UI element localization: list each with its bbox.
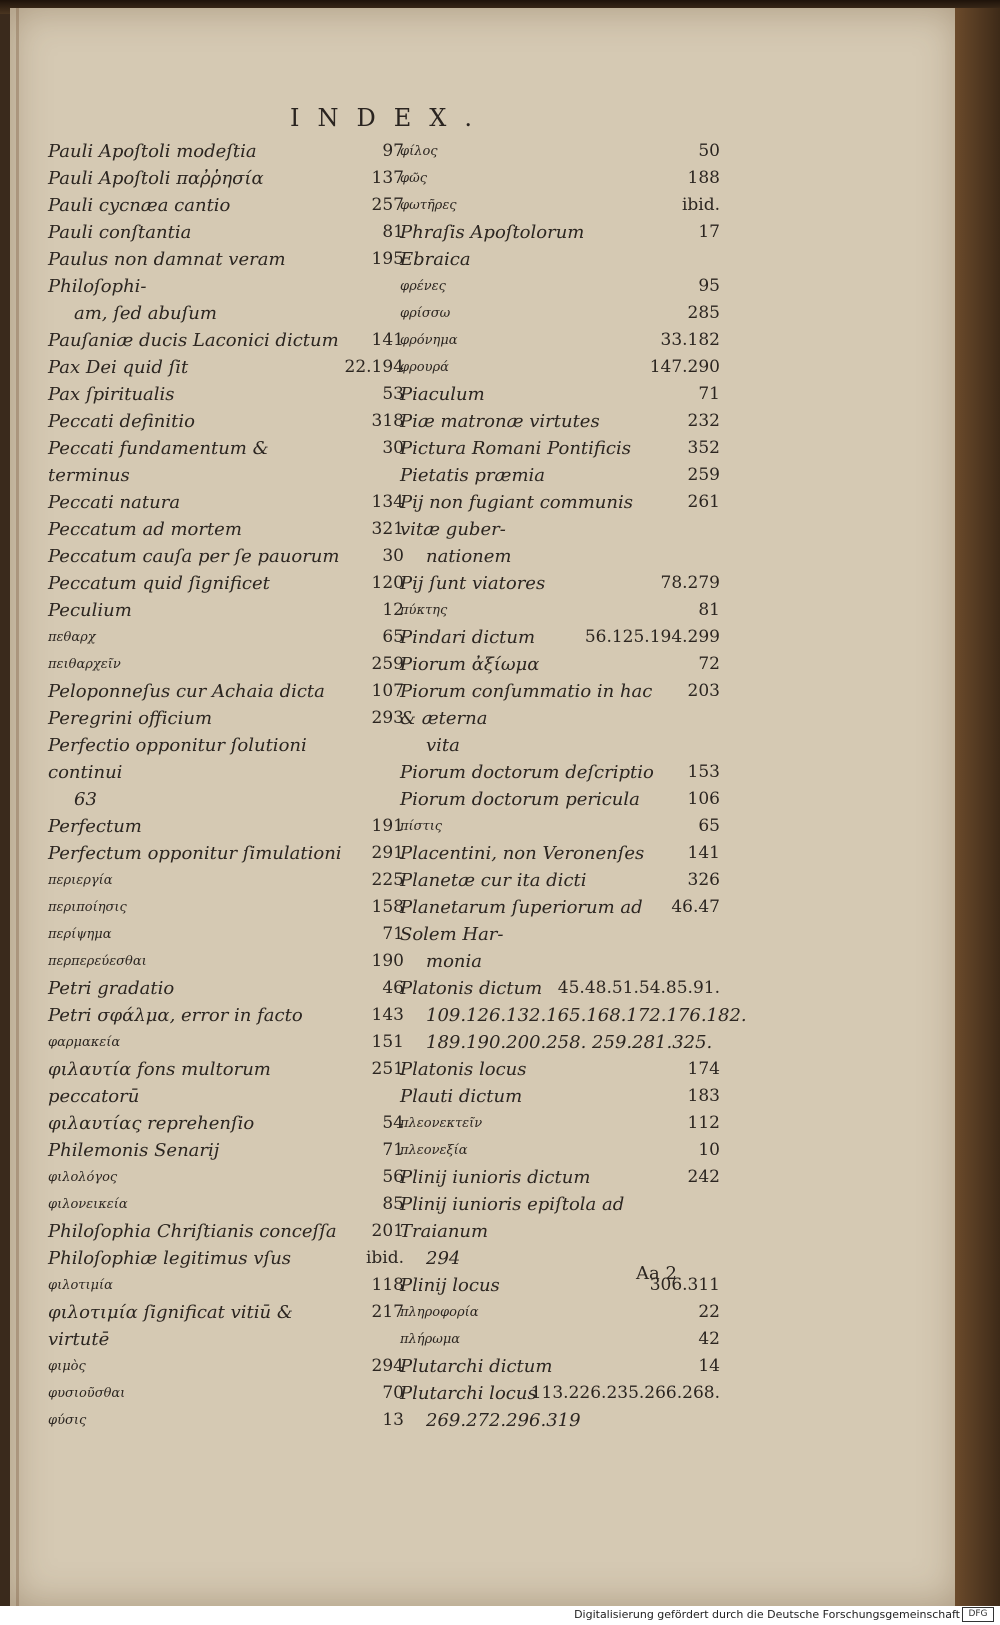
index-term-continuation: am, ſed abuſum: [74, 303, 217, 324]
index-entry: [48, 624, 404, 651]
page-references: 46: [382, 978, 404, 998]
page-heading: INDEX.: [290, 104, 490, 132]
index-term: φυσιοῦσθαι: [48, 1386, 126, 1401]
index-term: φαρμακεία: [48, 1035, 121, 1050]
page-references: 70: [382, 1383, 404, 1403]
index-entry: [48, 435, 404, 489]
index-term: Paulus non damnat veram Philoſophi-: [48, 249, 286, 297]
index-term: Perfectio opponitur ſolutioni continui: [48, 735, 307, 783]
index-term: Plinij iunioris dictum: [400, 1167, 591, 1188]
index-entry: [48, 408, 404, 435]
page-references: 195: [371, 249, 404, 269]
index-entry: [48, 975, 404, 1002]
index-entry: [48, 543, 404, 570]
index-term: Piorum doctorum pericula: [400, 789, 640, 810]
index-entry: [400, 1137, 720, 1164]
index-entry: [48, 1272, 404, 1299]
index-term: Petri gradatio: [48, 978, 175, 999]
index-term-continuation: 109.126.132.165.168.172.176.182.: [426, 1005, 747, 1026]
index-entry: [48, 1299, 404, 1353]
page-references: 261: [687, 492, 720, 512]
index-term: Philoſophiæ legitimus vſus: [48, 1248, 292, 1269]
page-references: 46.47: [671, 897, 720, 917]
index-term: φρίσσω: [400, 306, 451, 321]
index-term-continuation: 294: [426, 1248, 461, 1269]
index-entry: [400, 651, 720, 678]
page-references: 251: [371, 1059, 404, 1079]
index-term: φύσις: [48, 1413, 87, 1428]
index-entry: [400, 327, 720, 354]
index-entry: [400, 1083, 720, 1110]
index-column-right: [400, 138, 747, 1434]
index-term: Pij ſunt viatores: [400, 573, 546, 594]
index-term: Peculium: [48, 600, 132, 621]
index-entry: [400, 462, 720, 489]
page-references: 30: [382, 546, 404, 566]
index-entry: [400, 975, 747, 1056]
page-references: 147.290: [649, 357, 720, 377]
page-references: 30: [382, 438, 404, 458]
index-term-continuation: monia: [426, 951, 482, 972]
index-entry: [48, 867, 404, 894]
digitization-credit: Digitalisierung gefördert durch die Deutsche Forschungsgemeinschaft: [574, 1608, 960, 1621]
page-references: 141: [371, 330, 404, 350]
index-entry: [48, 1407, 404, 1434]
index-entry: [400, 300, 720, 327]
index-entry: [48, 921, 404, 948]
page-references: 71: [382, 924, 404, 944]
index-term: Pauli Apoſtoli modeſtia: [48, 141, 257, 162]
index-term: Phraſis Apoſtolorum Ebraica: [400, 222, 585, 270]
index-entry: [400, 1164, 720, 1191]
page-references: 81: [382, 222, 404, 242]
page-references: 107: [371, 681, 404, 701]
index-term: πλήρωμα: [400, 1332, 461, 1347]
dfg-logo: DFG: [962, 1607, 994, 1622]
index-term: πειθαρχεῖν: [48, 657, 121, 672]
index-term: Planetæ cur ita dicti: [400, 870, 587, 891]
index-entry: [400, 1299, 720, 1326]
index-term: φιλαυτίας reprehenſio: [48, 1113, 255, 1134]
page-references: 242: [687, 1167, 720, 1187]
index-entry: [48, 1137, 404, 1164]
index-entry: [48, 678, 404, 705]
index-term: περίψημα: [48, 927, 112, 942]
index-entry: [400, 786, 720, 813]
page-references: 22: [698, 1302, 720, 1322]
page-references: 12: [382, 600, 404, 620]
page-references: 56: [382, 1167, 404, 1187]
index-term: φῶς: [400, 171, 427, 186]
page-references: 190: [371, 951, 404, 971]
index-term: Philemonis Senarij: [48, 1140, 220, 1161]
index-entry: [48, 246, 404, 327]
page-references: 45.48.51.54.85.91.: [557, 978, 720, 998]
index-term: Plutarchi locus: [400, 1383, 537, 1404]
page-references: 153: [687, 762, 720, 782]
index-entry: [48, 840, 404, 867]
index-entry: [48, 732, 404, 813]
index-term: Piorum doctorum deſcriptio: [400, 762, 654, 783]
index-term-continuation: vita: [426, 735, 460, 756]
index-term: Pauſaniæ ducis Laconici dictum: [48, 330, 339, 351]
page-references: 42: [698, 1329, 720, 1349]
page-references: 71: [698, 384, 720, 404]
page-references: ibid.: [681, 195, 720, 215]
index-term: πίστις: [400, 819, 443, 834]
page-references: 78.279: [660, 573, 720, 593]
index-entry: [400, 381, 720, 408]
page-references: 257: [371, 195, 404, 215]
index-entry: [48, 651, 404, 678]
page-references: 56.125.194.299: [584, 627, 720, 647]
index-term: Peccatum ad mortem: [48, 519, 242, 540]
index-term: φίλος: [400, 144, 438, 159]
page-references: 326: [687, 870, 720, 890]
index-term: Piorum ἀξίωμα: [400, 654, 540, 675]
index-entry: [400, 1353, 720, 1380]
index-term: Piæ matronæ virtutes: [400, 411, 600, 432]
page-references: 118: [371, 1275, 404, 1295]
page-references: 291: [371, 843, 404, 863]
index-term: Peccati fundamentum & terminus: [48, 438, 269, 486]
index-entry: [400, 759, 720, 786]
page-references: 201: [371, 1221, 404, 1241]
index-entry: [400, 1191, 720, 1272]
index-entry: [48, 570, 404, 597]
index-term: Pietatis præmia: [400, 465, 546, 486]
page-references: 54: [382, 1113, 404, 1133]
index-entry: [48, 813, 404, 840]
index-entry: [400, 813, 720, 840]
index-term: Pij non fugiant communis vitæ guber-: [400, 492, 633, 540]
index-entry: [400, 408, 720, 435]
page-references: 13: [382, 1410, 404, 1430]
index-entry: [400, 678, 720, 759]
index-entry: [48, 516, 404, 543]
index-entry: [400, 894, 720, 975]
index-term: φιλονεικεία: [48, 1197, 128, 1212]
index-term: περπερεύεσθαι: [48, 954, 147, 969]
index-term: Planetarum ſuperiorum ad Solem Har-: [400, 897, 643, 945]
index-entry: [400, 867, 720, 894]
index-term-continuation: 189.190.200.258. 259.281.325.: [426, 1032, 713, 1053]
page-references: 134: [371, 492, 404, 512]
index-entry: [48, 1029, 404, 1056]
page-references: 293: [371, 708, 404, 728]
index-term: Perfectum opponitur ſimulationi: [48, 843, 342, 864]
index-entry: [48, 138, 404, 165]
index-entry: [400, 1110, 720, 1137]
index-entry: [48, 597, 404, 624]
page-references: 294: [371, 1356, 404, 1376]
page-references: 81: [698, 600, 720, 620]
page-references: 22.194: [344, 357, 404, 377]
index-term: περιεργία: [48, 873, 113, 888]
page-references: 225: [371, 870, 404, 890]
index-entry: [48, 1110, 404, 1137]
index-term: Pauli conſtantia: [48, 222, 192, 243]
index-entry: [48, 705, 404, 732]
index-entry: [48, 327, 404, 354]
page-references: 137: [371, 168, 404, 188]
page-references: 232: [687, 411, 720, 431]
index-term: Plutarchi dictum: [400, 1356, 553, 1377]
index-term: Placentini, non Veronenſes: [400, 843, 645, 864]
index-term: Plauti dictum: [400, 1086, 523, 1107]
index-term: Piorum conſummatio in hac & æterna: [400, 681, 653, 729]
page-references: 318: [371, 411, 404, 431]
index-entry: [48, 1191, 404, 1218]
gutter-shadow: [16, 8, 19, 1606]
page-references: 71: [382, 1140, 404, 1160]
book-edge-right: [955, 8, 1000, 1606]
index-term: Philoſophia Chriſtianis conceſſa: [48, 1221, 337, 1242]
index-term: Peloponneſus cur Achaia dicta: [48, 681, 325, 702]
page-references: 50: [698, 141, 720, 161]
index-term: Platonis locus: [400, 1059, 527, 1080]
index-term: Peccati definitio: [48, 411, 195, 432]
index-entry: [400, 489, 720, 570]
index-entry: [48, 948, 404, 975]
page-references: 65: [382, 627, 404, 647]
index-entry: [48, 1218, 404, 1245]
page-references: 217: [371, 1302, 404, 1322]
index-entry: [48, 489, 404, 516]
index-term: Pictura Romani Pontificis: [400, 438, 631, 459]
index-entry: [48, 1245, 404, 1272]
index-entry: [400, 1056, 720, 1083]
index-entry: [48, 1002, 404, 1029]
index-term: φιλολόγος: [48, 1170, 118, 1185]
page-references: 151: [371, 1032, 404, 1052]
page-references: 65: [698, 816, 720, 836]
page-references: 188: [687, 168, 720, 188]
index-entry: [400, 192, 720, 219]
index-entry: [48, 192, 404, 219]
index-entry: [48, 1380, 404, 1407]
page-references: 183: [687, 1086, 720, 1106]
index-term-continuation: 63: [74, 789, 97, 810]
index-term: Petri σφάλμα, error in facto: [48, 1005, 303, 1026]
index-term: Plinij iunioris epiſtola ad Traianum: [400, 1194, 625, 1242]
index-entry: [48, 381, 404, 408]
index-entry: [400, 273, 720, 300]
index-term: φρουρά: [400, 360, 449, 375]
index-entry: [400, 1380, 720, 1434]
index-entry: [400, 840, 720, 867]
page-references: 53: [382, 384, 404, 404]
index-entry: [400, 570, 720, 597]
page-references: 113.226.235.266.268.: [530, 1383, 720, 1403]
page-references: 106: [687, 789, 720, 809]
index-term: πληροφορία: [400, 1305, 479, 1320]
index-entry: [400, 597, 720, 624]
index-term: Plinij locus: [400, 1275, 500, 1296]
index-entry: [48, 1056, 404, 1110]
page-references: 141: [687, 843, 720, 863]
index-term: φιλαυτία fons multorum peccatorū: [48, 1059, 271, 1107]
page-references: 174: [687, 1059, 720, 1079]
index-entry: [48, 1353, 404, 1380]
index-entry: [400, 435, 720, 462]
page-references: 112: [687, 1113, 720, 1133]
page-references: 33.182: [660, 330, 720, 350]
index-entry: [48, 354, 404, 381]
page-references: 259: [687, 465, 720, 485]
index-term: Piaculum: [400, 384, 485, 405]
index-entry: [400, 624, 720, 651]
index-term: φιμὸς: [48, 1359, 86, 1374]
page-references: 143: [371, 1005, 404, 1025]
index-term: φιλοτιμία: [48, 1278, 113, 1293]
index-entry: [48, 894, 404, 921]
index-term: πεθαρχ: [48, 630, 96, 645]
signature-mark: Aa 2: [636, 1263, 677, 1284]
page-references: 285: [687, 303, 720, 323]
index-term: Pauli cycnæa cantio: [48, 195, 231, 216]
index-term: Peregrini officium: [48, 708, 213, 729]
page-references: 321: [371, 519, 404, 539]
page-references: 191: [371, 816, 404, 836]
index-term-continuation: 269.272.296.319: [426, 1410, 581, 1431]
index-entry: [400, 1326, 720, 1353]
index-term: φωτῆρες: [400, 198, 457, 213]
index-entry: [48, 1164, 404, 1191]
page-references: 352: [687, 438, 720, 458]
index-term: πλεονεξία: [400, 1143, 468, 1158]
page-references: ibid.: [365, 1248, 404, 1268]
index-entry: [400, 165, 720, 192]
index-entry: [48, 165, 404, 192]
page-references: 95: [698, 276, 720, 296]
page-references: 14: [698, 1356, 720, 1376]
index-term: Peccati natura: [48, 492, 181, 513]
page-references: 17: [698, 222, 720, 242]
page-references: 203: [687, 681, 720, 701]
page-references: 85: [382, 1194, 404, 1214]
index-term: Peccatum quid ſignificet: [48, 573, 270, 594]
index-term: περιποίησις: [48, 900, 127, 915]
index-term: Perfectum: [48, 816, 142, 837]
index-term: Peccatum cauſa per ſe pauorum: [48, 546, 340, 567]
index-term: Pax Dei quid ſit: [48, 357, 189, 378]
index-term: Pauli Apoſtoli παῤῥησία: [48, 168, 264, 189]
index-entry: [400, 354, 720, 381]
index-column-left: [48, 138, 404, 1434]
index-term-continuation: nationem: [426, 546, 512, 567]
index-term: φρόνημα: [400, 333, 458, 348]
page-references: 72: [698, 654, 720, 674]
index-term: φιλοτιμία ſignificat vitiū & virtutē: [48, 1302, 293, 1350]
index-term: φρένες: [400, 279, 446, 294]
page-references: 120: [371, 573, 404, 593]
index-term: Pindari dictum: [400, 627, 536, 648]
index-term: Pax ſpiritualis: [48, 384, 175, 405]
index-entry: [400, 219, 720, 273]
page-references: 10: [698, 1140, 720, 1160]
index-entry: [400, 138, 720, 165]
page-references: 158: [371, 897, 404, 917]
page-references: 97: [382, 141, 404, 161]
index-term: πλεονεκτεῖν: [400, 1116, 483, 1131]
index-term: πύκτης: [400, 603, 448, 618]
page-references: 306.311: [649, 1275, 720, 1295]
index-entry: [48, 219, 404, 246]
page-references: 259: [371, 654, 404, 674]
index-term: Platonis dictum: [400, 978, 543, 999]
